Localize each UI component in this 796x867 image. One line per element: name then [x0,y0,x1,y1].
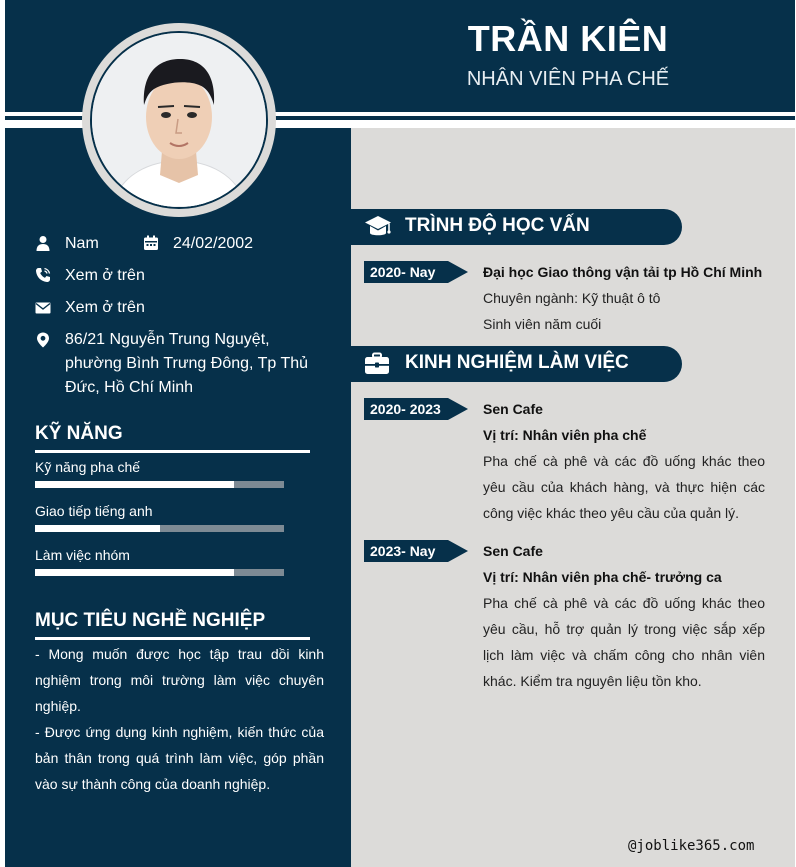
school-name: Đại học Giao thông vận tải tp Hồ Chí Minh [483,264,763,280]
job-description: Pha chế cà phê và các đồ uống khác theo yêu cầu, hỗ trợ quản lý trong việc sắp xếp lịch làm việc và chấm công cho nhân viên khác. Kiểm tra nguyên liệu tồn kho. [483,595,765,689]
candidate-name: TRẦN KIÊN [467,18,669,59]
education-period: 2020- Nay [370,264,436,280]
candidate-job-title: NHÂN VIÊN PHA CHẾ [466,68,670,90]
skill-bar [35,481,284,488]
education-entry [483,259,773,337]
education-title: TRÌNH ĐỘ HỌC VẤN [405,215,590,236]
birthday-value: 24/02/2002 [173,235,254,252]
company-name: Sen Cafe [483,401,543,417]
email-value: Xem ở trên [65,299,145,316]
skills-underline [35,450,310,453]
education-header [351,209,682,245]
briefcase-icon [364,351,390,377]
watermark: @joblike365.com [628,838,755,854]
phone-icon [35,267,51,283]
experience-title: KINH NGHIỆM LÀM VIỆC [405,352,629,373]
calendar-icon [143,235,159,251]
goals-underline [35,637,310,640]
avatar [90,31,268,209]
gender-value: Nam [65,235,99,252]
experience-entry [483,538,765,694]
education-major: Chuyên ngành: Kỹ thuật ô tô [483,290,661,306]
goals-text [35,641,324,797]
skill-bar-fill [35,569,234,576]
skill-label: Kỹ năng pha chế [35,459,141,475]
experience-period: 2020- 2023 [370,401,441,417]
user-icon [35,235,51,251]
experience-entry [483,396,765,526]
skill-label: Giao tiếp tiếng anh [35,503,153,519]
position-title: Vị trí: Nhân viên pha chế [483,427,647,443]
education-status: Sinh viên năm cuối [483,316,602,332]
phone-value: Xem ở trên [65,267,145,284]
goal-paragraph: - Mong muốn được học tập trau dồi kinh nghiệm trong môi trường làm việc chuyên nghiệp. [35,646,324,714]
goals-title: MỤC TIÊU NGHỀ NGHIỆP [35,610,266,631]
graduation-cap-icon [364,214,392,240]
skill-label: Làm việc nhóm [35,547,130,563]
avatar-portrait [92,33,266,207]
skill-bar-fill [35,481,234,488]
skill-bar-fill [35,525,160,532]
job-description: Pha chế cà phê và các đồ uống khác theo yêu cầu của khách hàng, và thực hiện các công việc khác theo yêu cầu của quản lý. [483,453,765,521]
experience-period: 2023- Nay [370,543,436,559]
goal-paragraph: - Được ứng dụng kinh nghiệm, kiến thức của bản thân trong quá trình làm việc, góp phần vào sự thành công của doanh nghiệp. [35,724,324,792]
skill-bar [35,569,284,576]
position-title: Vị trí: Nhân viên pha chế- trưởng ca [483,569,722,585]
company-name: Sen Cafe [483,543,543,559]
skill-bar [35,525,284,532]
experience-header [351,346,682,382]
address-value: 86/21 Nguyễn Trung Nguyệt, phường Bình Trưng Đông, Tp Thủ Đức, Hồ Chí Minh [65,331,309,396]
envelope-icon [35,300,51,316]
skills-title: KỸ NĂNG [35,423,123,444]
map-pin-icon [35,332,51,348]
